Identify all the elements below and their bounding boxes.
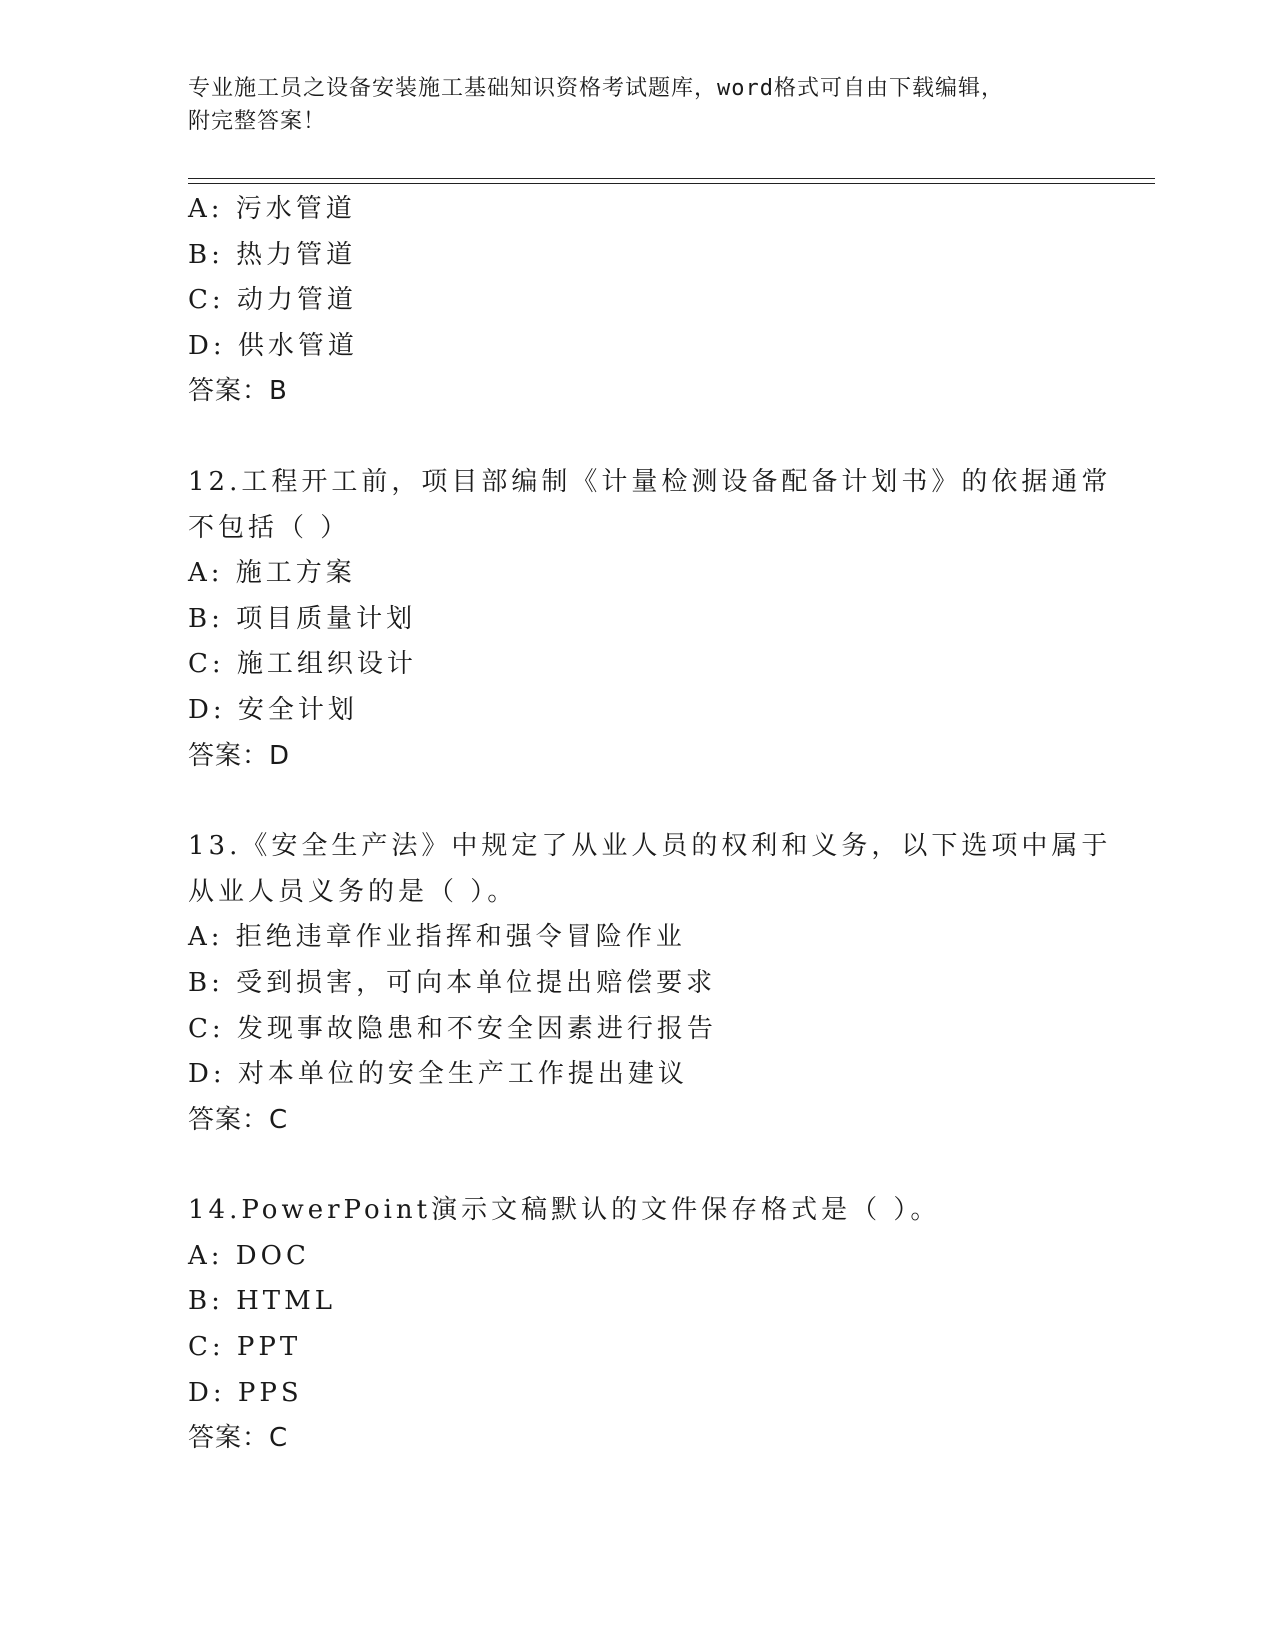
question-12 <box>188 460 1112 779</box>
option-a: A: 污水管道 <box>188 194 356 224</box>
document-header <box>188 72 1068 138</box>
question-stem-line-2: 从业人员义务的是（ ）。 <box>188 876 518 907</box>
header-line-2: 附完整答案！ <box>188 109 327 134</box>
question-stem-line-1: 14.PowerPoint演示文稿默认的文件保存格式是（ ）。 <box>188 1195 941 1226</box>
option-a: A: DOC <box>188 1240 310 1271</box>
option-c: C: PPT <box>188 1332 302 1363</box>
option-b: B: 受到损害，可向本单位提出赔偿要求 <box>188 967 717 998</box>
header-divider-bottom <box>188 183 1155 184</box>
option-b: B: 项目质量计划 <box>188 603 417 634</box>
question-stem-line-2: 不包括（ ） <box>188 512 351 543</box>
question-list <box>188 187 1112 1462</box>
answer: 答案：D <box>188 740 291 771</box>
question-stem-line-1: 12.工程开工前，项目部编制《计量检测设备配备计划书》的依据通常 <box>188 466 1112 497</box>
option-c: C: 发现事故隐患和不安全因素进行报告 <box>188 1013 717 1044</box>
header-line-1: 专业施工员之设备安装施工基础知识资格考试题库，word格式可自由下载编辑， <box>188 76 1004 101</box>
option-b: B: 热力管道 <box>188 239 357 270</box>
option-a: A: 拒绝违章作业指挥和强令冒险作业 <box>188 922 686 953</box>
option-d: D: 安全计划 <box>188 694 358 725</box>
option-d: D: 供水管道 <box>188 330 358 361</box>
answer: 答案：B <box>188 376 288 407</box>
question-14 <box>188 1188 1088 1462</box>
option-d: D: PPS <box>188 1377 303 1408</box>
answer: 答案：C <box>188 1423 289 1454</box>
answer: 答案：C <box>188 1104 289 1135</box>
option-a: A: 施工方案 <box>188 558 356 589</box>
option-b: B: HTML <box>188 1286 337 1317</box>
question-13 <box>188 824 1112 1143</box>
question-stem-line-1: 13.《安全生产法》中规定了从业人员的权利和义务，以下选项中属于 <box>188 831 1112 862</box>
header-divider-top <box>188 178 1155 179</box>
question-11 <box>188 187 1088 415</box>
option-c: C: 动力管道 <box>188 285 357 316</box>
option-c: C: 施工组织设计 <box>188 649 417 680</box>
option-d: D: 对本单位的安全生产工作提出建议 <box>188 1059 688 1090</box>
